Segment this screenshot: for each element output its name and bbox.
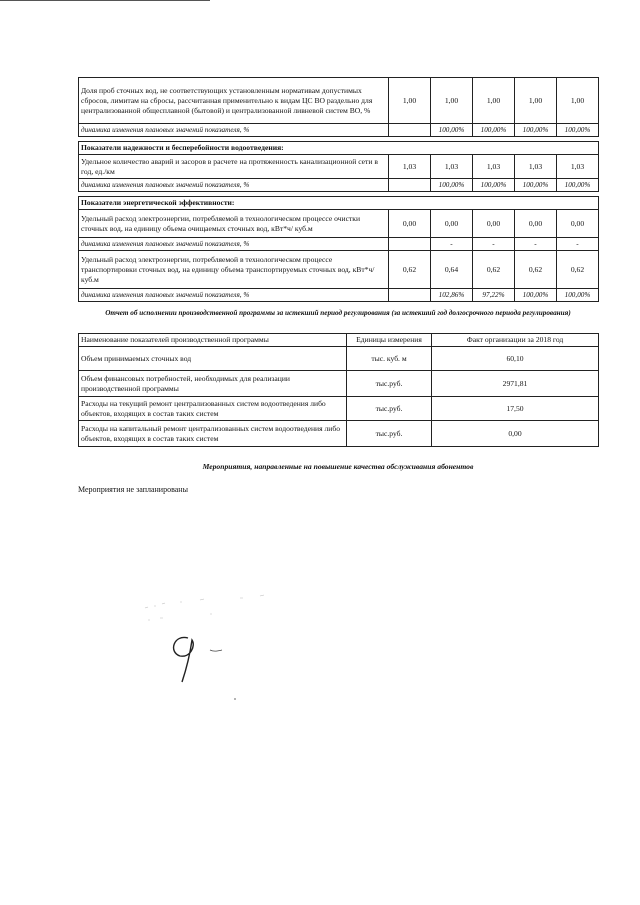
indicator-value: 0,64 xyxy=(431,251,473,289)
header-unit: Единицы измерения xyxy=(347,334,432,347)
report-name: Расходы на текущий ремонт централизованных систем водоотведения либо объектов, входящих в состав таких систем xyxy=(79,397,347,421)
indicator-value: 97,22% xyxy=(473,289,515,302)
indicator-value: 100,00% xyxy=(473,124,515,137)
indicator-value: 1,03 xyxy=(557,155,599,179)
indicator-value: - xyxy=(473,238,515,251)
measures-text: Мероприятия не запланированы xyxy=(78,485,188,494)
indicator-value: 100,00% xyxy=(557,124,599,137)
indicator-value: 1,03 xyxy=(389,155,431,179)
report-name: Объем финансовых потребностей, необходимых для реализации производственной программы xyxy=(79,371,347,397)
indicator-value: 1,00 xyxy=(473,78,515,124)
dynamic-row xyxy=(79,289,599,302)
indicator-label: Удельный расход электроэнергии, потребляемой в технологическом процессе очистки сточных вод, на единицу объема очищаемых сточных вод, кВт*ч/ куб.м xyxy=(79,210,389,238)
indicator-row xyxy=(79,78,599,124)
indicator-value: 0,62 xyxy=(557,251,599,289)
indicator-value: 0,00 xyxy=(515,210,557,238)
indicator-label: Доля проб сточных вод, не соответствующих установленным нормативам допустимых сбросов, лимитам на сбросы, рассчитанная применительно к видам ЦС ВО раздельно для централизованной общесплавной (бытовой) и централизованной ливневой систем ВО, % xyxy=(79,78,389,124)
indicator-value: 100,00% xyxy=(515,124,557,137)
indicator-label: динамика изменения плановых значений показателя, % xyxy=(79,124,389,137)
handwritten-mark xyxy=(140,590,300,700)
indicator-label: Удельное количество аварий и засоров в расчете на протяженность канализационной сети в год, ед./км xyxy=(79,155,389,179)
indicator-value: 102,86% xyxy=(431,289,473,302)
indicator-value xyxy=(389,179,431,192)
indicator-value: - xyxy=(515,238,557,251)
indicator-value: 1,00 xyxy=(557,78,599,124)
report-fact: 17,50 xyxy=(432,397,599,421)
report-fact: 60,10 xyxy=(432,347,599,371)
indicator-row xyxy=(79,155,599,179)
indicator-value: - xyxy=(557,238,599,251)
report-header-row xyxy=(79,334,599,347)
report-unit: тыс.руб. xyxy=(347,371,432,397)
indicator-label: динамика изменения плановых значений показателя, % xyxy=(79,179,389,192)
section-row xyxy=(79,142,599,155)
indicator-value: 1,03 xyxy=(473,155,515,179)
indicator-value: 100,00% xyxy=(515,289,557,302)
indicator-value: 1,00 xyxy=(515,78,557,124)
indicator-value: 1,00 xyxy=(431,78,473,124)
indicator-value: 100,00% xyxy=(431,124,473,137)
report-title: Отчет об исполнении производственной программы за истекший период регулирования (за истекший год долгосрочного периода регулирования) xyxy=(105,309,571,317)
section-label: Показатели энергетической эффективности: xyxy=(79,197,599,210)
report-name: Расходы на капитальный ремонт централизованных систем водоотведения либо объектов, входящих в состав таких систем xyxy=(79,421,347,447)
table-row xyxy=(79,347,599,371)
dynamic-row xyxy=(79,124,599,137)
section-row xyxy=(79,197,599,210)
dynamic-row xyxy=(79,238,599,251)
section-label: Показатели надежности и бесперебойности водоотведения: xyxy=(79,142,599,155)
indicator-value xyxy=(389,238,431,251)
indicator-value xyxy=(389,124,431,137)
indicators-table xyxy=(78,77,599,302)
report-unit: тыс.руб. xyxy=(347,421,432,447)
report-name: Объем принимаемых сточных вод xyxy=(79,347,347,371)
report-table xyxy=(78,333,599,447)
indicator-value: 1,00 xyxy=(389,78,431,124)
report-unit: тыс. куб. м xyxy=(347,347,432,371)
report-unit: тыс.руб. xyxy=(347,397,432,421)
table-row xyxy=(79,397,599,421)
indicator-value: 100,00% xyxy=(557,289,599,302)
indicator-value: 1,03 xyxy=(515,155,557,179)
indicator-value: 100,00% xyxy=(473,179,515,192)
indicator-value: 100,00% xyxy=(431,179,473,192)
indicator-value: 0,62 xyxy=(515,251,557,289)
report-fact: 0,00 xyxy=(432,421,599,447)
indicator-label: Удельный расход электроэнергии, потребляемой в технологическом процессе транспортировки сточных вод, на единицу объема транспортируемых сточных вод, кВт*ч/ куб.м xyxy=(79,251,389,289)
dynamic-row xyxy=(79,179,599,192)
top-rule xyxy=(0,0,210,1)
indicator-value: 100,00% xyxy=(515,179,557,192)
table-row xyxy=(79,421,599,447)
indicator-value: 1,03 xyxy=(431,155,473,179)
indicator-value xyxy=(389,289,431,302)
indicator-value: 0,62 xyxy=(389,251,431,289)
header-fact: Факт организации за 2018 год xyxy=(432,334,599,347)
indicator-label: динамика изменения плановых значений показателя, % xyxy=(79,238,389,251)
indicator-value: - xyxy=(431,238,473,251)
indicator-value: 0,62 xyxy=(473,251,515,289)
indicator-row xyxy=(79,251,599,289)
indicator-value: 0,00 xyxy=(473,210,515,238)
report-fact: 2971,81 xyxy=(432,371,599,397)
measures-title: Мероприятия, направленные на повышение качества обслуживания абонентов xyxy=(202,462,474,471)
indicator-value: 0,00 xyxy=(389,210,431,238)
indicator-label: динамика изменения плановых значений показателя, % xyxy=(79,289,389,302)
indicator-value: 0,00 xyxy=(431,210,473,238)
table-row xyxy=(79,371,599,397)
indicator-row xyxy=(79,210,599,238)
indicator-value: 100,00% xyxy=(557,179,599,192)
indicator-value: 0,00 xyxy=(557,210,599,238)
header-name: Наименование показателей производственной программы xyxy=(79,334,347,347)
